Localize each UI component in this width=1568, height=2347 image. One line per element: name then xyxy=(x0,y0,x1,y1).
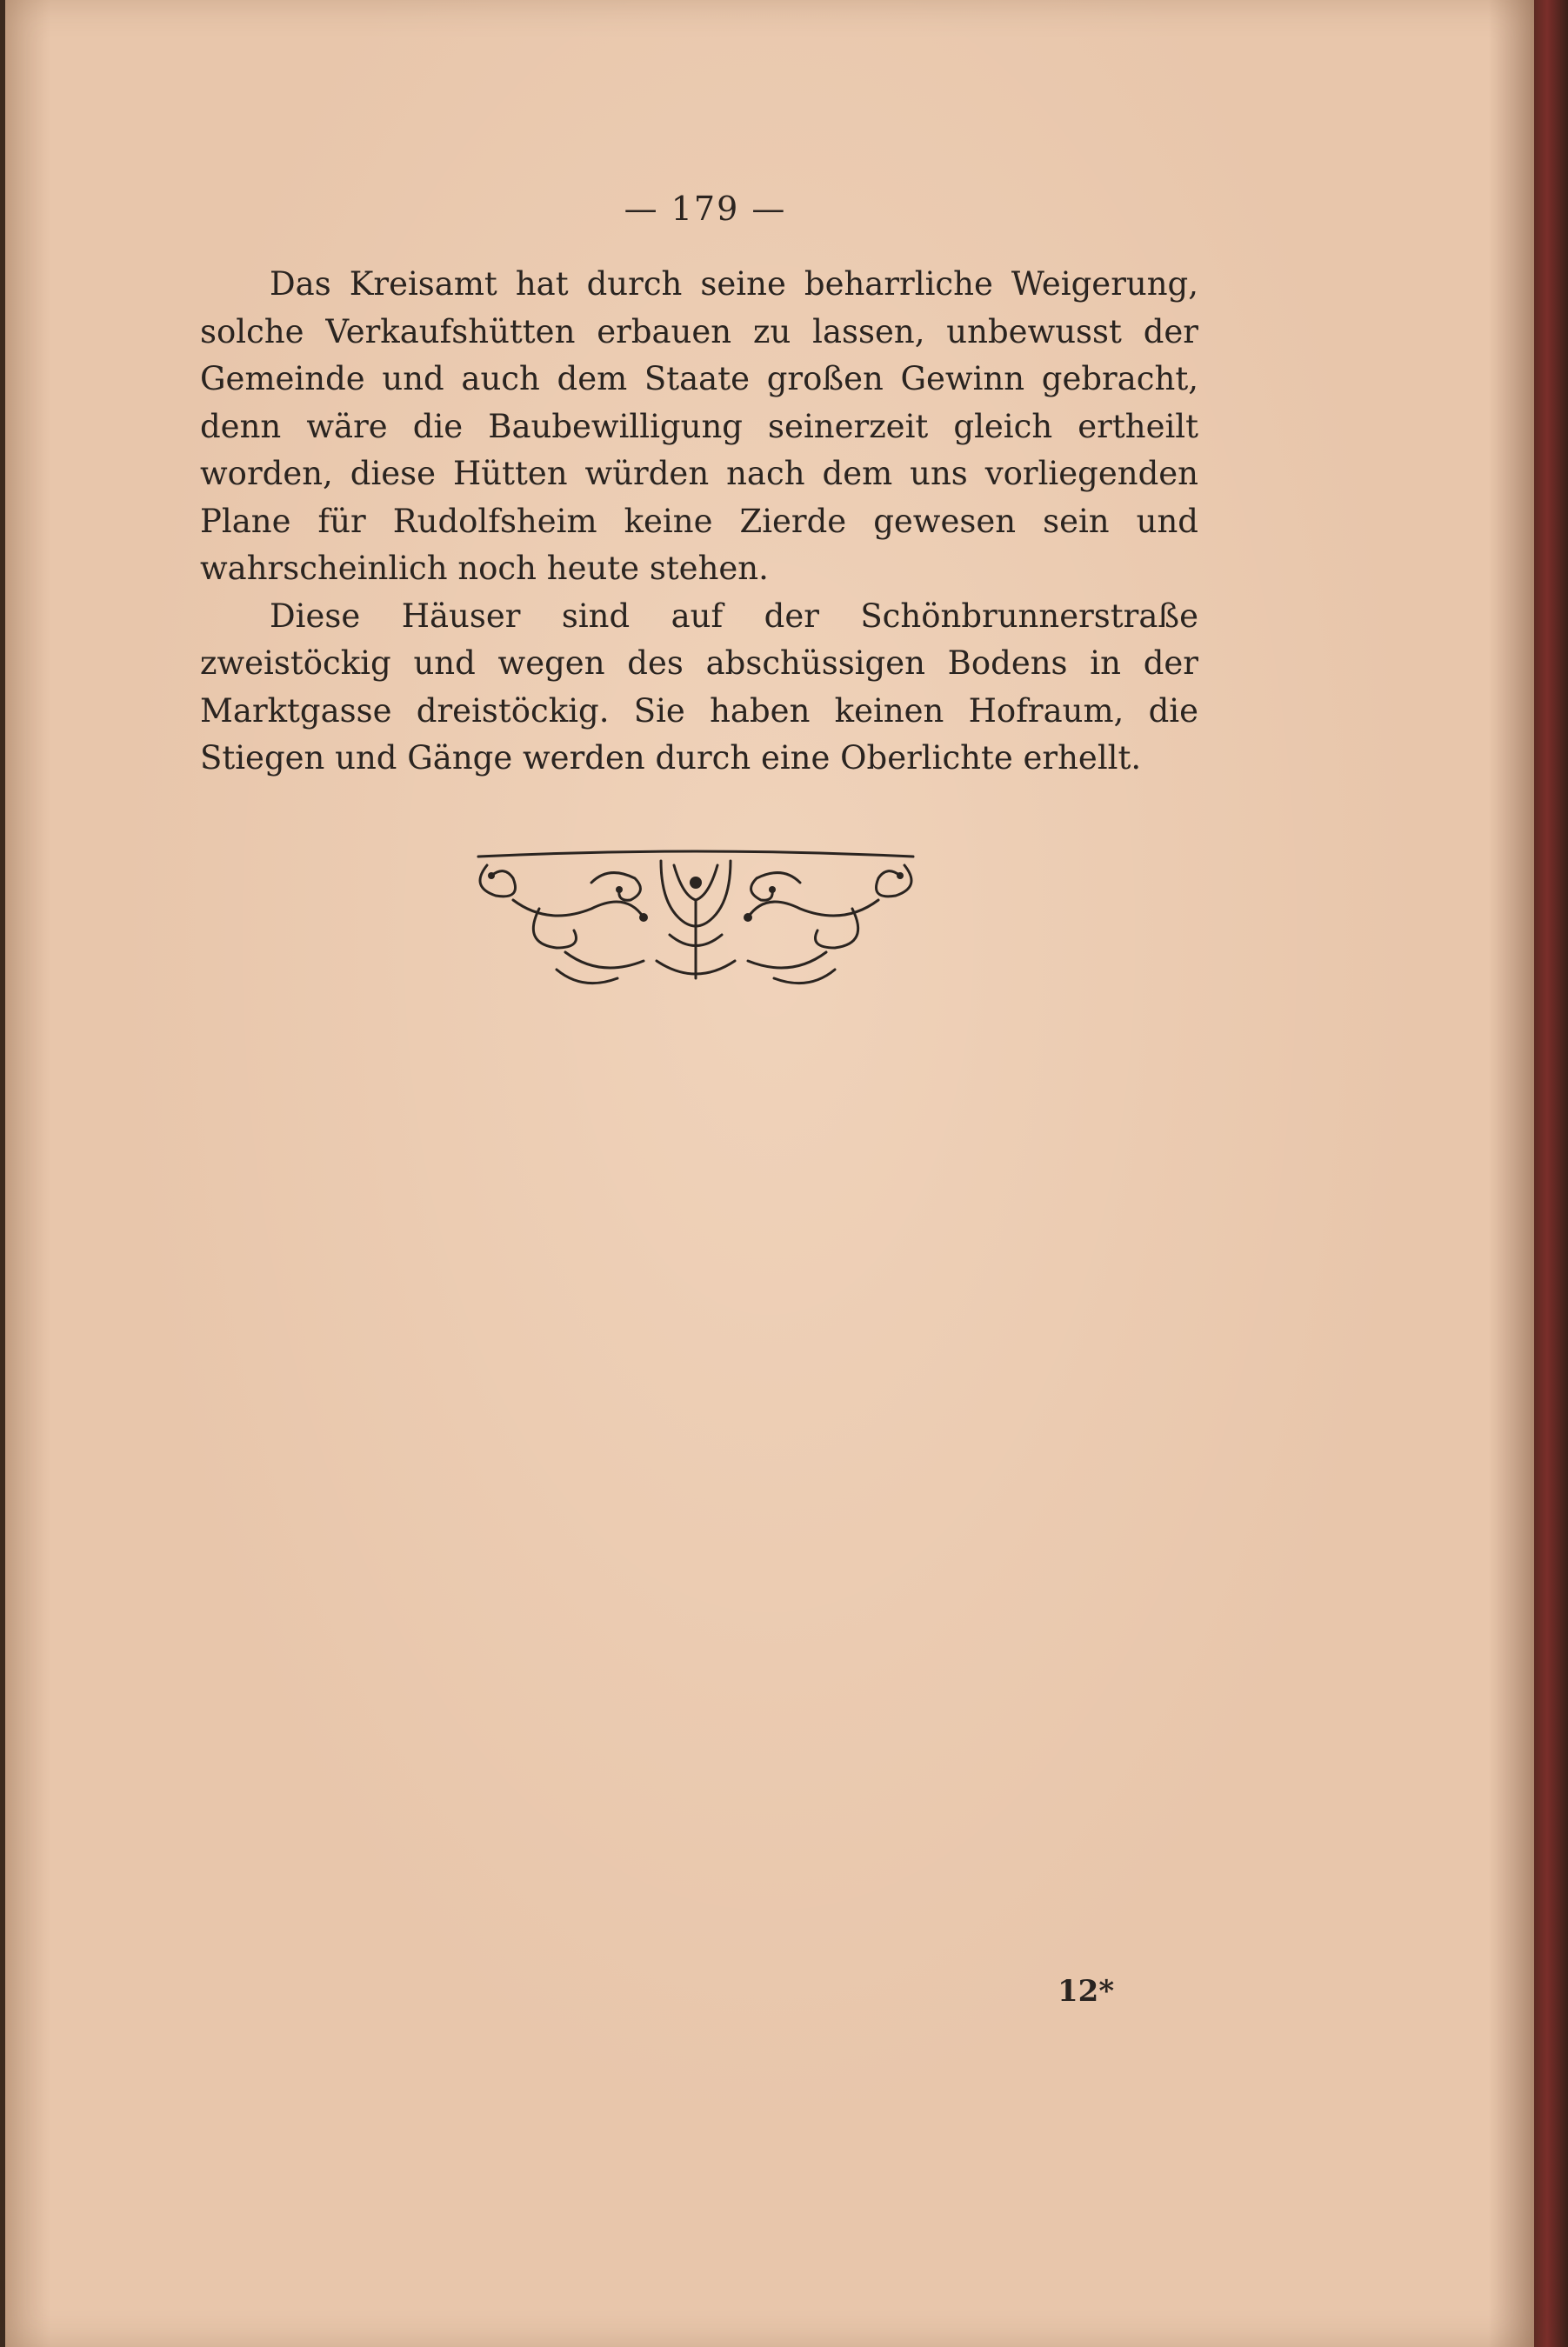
book-binding-edge xyxy=(1533,0,1568,2347)
page-number: — 179 — xyxy=(624,190,787,228)
paragraph-1: Das Kreisamt hat durch seine beharrliche Weigerung, solche Verkaufshütten erbauen zu lassen, unbewusst der Gemeinde und auch dem Staate großen Gewinn gebracht, denn wäre die Baubewilligung seinerzeit gleich ertheilt worden, diese Hütten würden nach dem uns vorliegenden Plane für Rudolfsheim keine Zierde gewesen sein und wahrscheinlich noch heute stehen. xyxy=(200,265,1198,587)
signature-mark: 12* xyxy=(1058,1974,1115,2009)
floral-ornament-icon xyxy=(461,848,931,996)
body-text xyxy=(200,261,1198,783)
book-page xyxy=(5,0,1534,2347)
paragraph-2: Diese Häuser sind auf der Schönbrunnerstraße zweistöckig und wegen des abschüssigen Bodens in der Marktgasse dreistöckig. Sie haben keinen Hofraum, die Stiegen und Gänge werden durch eine Oberlichte erhellt. xyxy=(200,597,1198,777)
